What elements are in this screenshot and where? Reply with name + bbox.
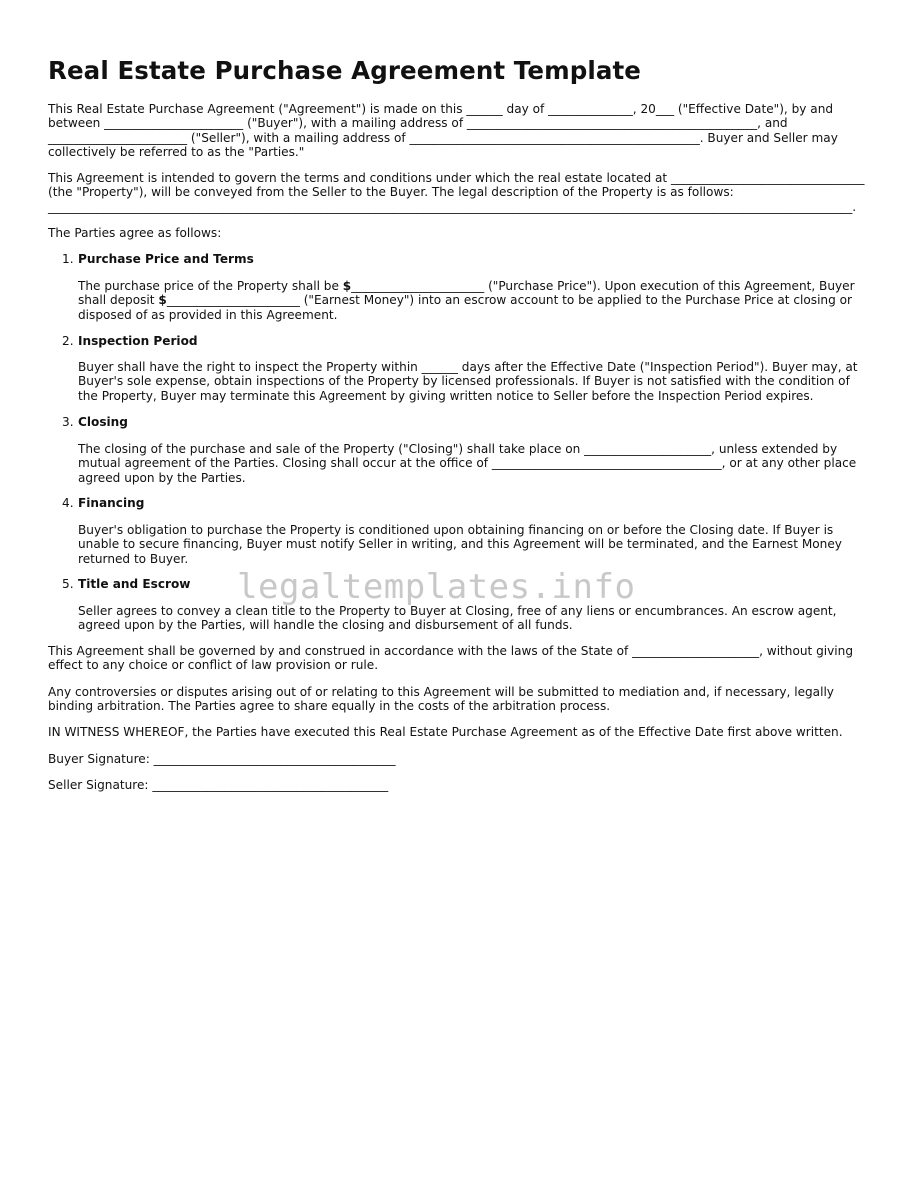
section-title: Closing [78, 415, 128, 429]
section-body-purchase-price: The purchase price of the Property shall be $______________________ ("Purchase Price"). Upon execution of this Agreement, Buyer shall deposit $______________________ ("Earnest Money") into an escrow account to be applied to the Purchase Price at closing or disposed of as provided in this Agreement. [78, 279, 855, 322]
section-title: Title and Escrow [78, 577, 191, 591]
section-heading-purchase-price [62, 252, 254, 266]
disputes-paragraph: Any controversies or disputes arising out of or relating to this Agreement will be submitted to mediation and, if necessary, legally binding arbitration. The Parties agree to share equally in the costs of the arbitration process. [48, 685, 834, 714]
section-heading-financing [62, 496, 145, 510]
document-title: Real Estate Purchase Agreement Template [48, 56, 642, 85]
section-heading-inspection [62, 334, 198, 348]
section-title: Inspection Period [78, 334, 198, 348]
section-number: 3. [62, 415, 74, 429]
intro-paragraph: This Real Estate Purchase Agreement ("Agreement") is made on this ______ day of ______________, 20___ ("Effective Date"), by and between _______________________ ("Buyer"), with a mailing address of ________________________________________________, and _______________________ ("Seller"), with a mailing address of ________________________________________________. Buyer and Seller may collectively be referred to as the "Parties." [48, 102, 838, 160]
section-heading-closing [62, 415, 128, 429]
section-body-financing: Buyer's obligation to purchase the Property is conditioned upon obtaining financing on or before the Closing date. If Buyer is unable to secure financing, Buyer must notify Seller in writing, and this Agreement will be terminated, and the Earnest Money returned to Buyer. [78, 523, 842, 566]
section-title: Purchase Price and Terms [78, 252, 254, 266]
section-number: 1. [62, 252, 74, 266]
buyer-signature-line: Buyer Signature: ________________________________________ [48, 752, 396, 766]
witness-paragraph: IN WITNESS WHEREOF, the Parties have executed this Real Estate Purchase Agreement as of the Effective Date first above written. [48, 725, 843, 739]
governing-law-paragraph: This Agreement shall be governed by and construed in accordance with the laws of the State of _____________________, without giving effect to any choice or conflict of law provision or rule. [48, 644, 854, 673]
section-body-closing: The closing of the purchase and sale of the Property ("Closing") shall take place on _____________________, unless extended by mutual agreement of the Parties. Closing shall occur at the office of ______________________________________, or at any other place agreed upon by the Parties. [78, 442, 857, 485]
watermark: legaltemplates.info [237, 567, 636, 607]
section-body-inspection: Buyer shall have the right to inspect the Property within ______ days after the Effective Date ("Inspection Period"). Buyer may, at Buyer's sole expense, obtain inspections of the Property by licensed professionals. If Buyer is not satisfied with the condition of the Property, Buyer may terminate this Agreement by giving written notice to Seller before the Inspection Period expires. [78, 360, 858, 403]
section-title: Financing [78, 496, 145, 510]
section-number: 4. [62, 496, 74, 510]
section-number: 5. [62, 577, 74, 591]
agree-intro: The Parties agree as follows: [48, 226, 222, 240]
purpose-paragraph: This Agreement is intended to govern the terms and conditions under which the real estate located at ________________________________ (the "Property"), will be conveyed from the Seller to the Buyer. The legal description of the Property is as follows: _____________________________________________________________________________________________________________________________________. [48, 171, 865, 214]
seller-signature-line: Seller Signature: _______________________________________ [48, 778, 389, 792]
section-body-title-escrow: Seller agrees to convey a clean title to the Property to Buyer at Closing, free of any liens or encumbrances. An escrow agent, agreed upon by the Parties, will handle the closing and disbursement of all funds. [78, 604, 837, 633]
section-heading-title-escrow [62, 577, 191, 591]
section-number: 2. [62, 334, 74, 348]
